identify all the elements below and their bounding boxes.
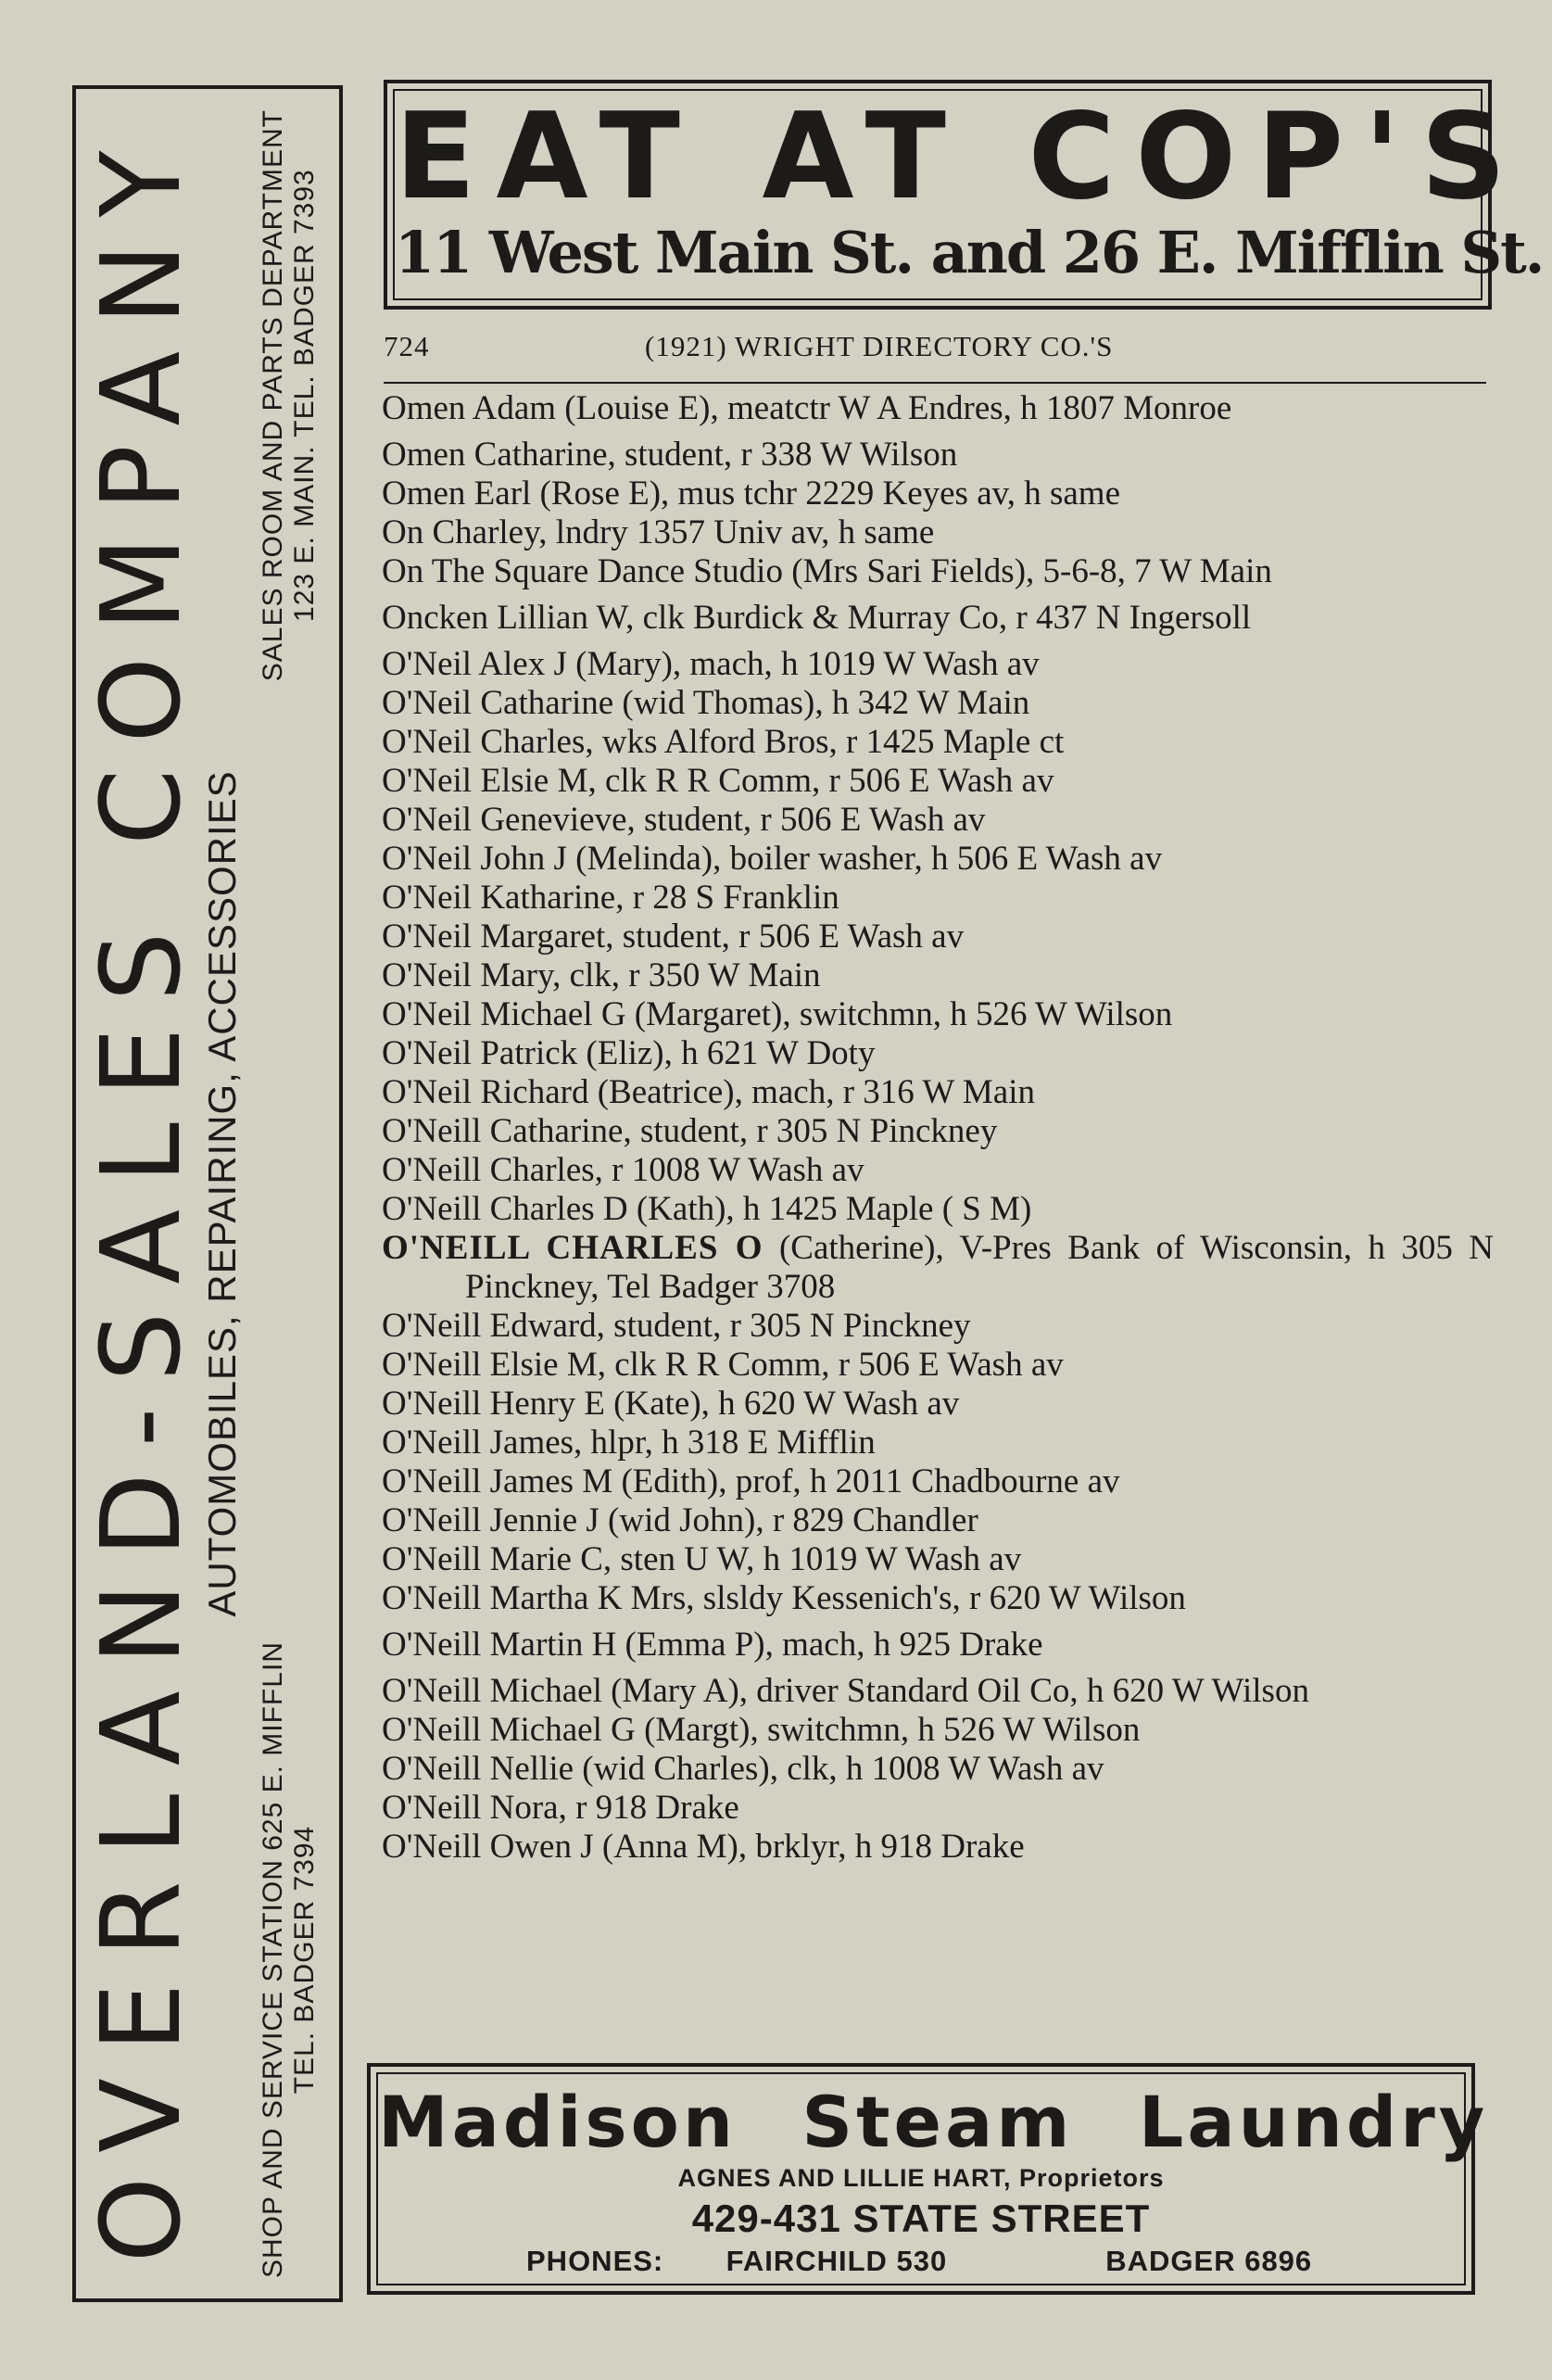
directory-entry (382, 1151, 1494, 1190)
side-ad-sales-line1: SALES ROOM AND PARTS DEPARTMENT (258, 109, 288, 682)
directory-entry-text: O'Neill Catharine, student, r 305 N Pinckney (382, 1112, 998, 1150)
directory-entry (382, 684, 1494, 723)
laundry-phone-fairchild: FAIRCHILD 530 (726, 2245, 948, 2277)
directory-entry (382, 723, 1494, 762)
directory-entry-text: O'Neill Owen J (Anna M), brklyr, h 918 Drake (382, 1828, 1025, 1866)
directory-entry-text: O'Neil Elsie M, clk R R Comm, r 506 E Wash av (382, 762, 1054, 800)
directory-entry-text: Oncken Lillian W, clk Burdick & Murray Co, r 437 N Ingersoll (382, 599, 1252, 637)
directory-entry-text: O'Neil Catharine (wid Thomas), h 342 W Main (382, 684, 1030, 722)
side-ad-sales-line2: 123 E. MAIN. TEL. BADGER 7393 (289, 169, 320, 622)
directory-entry (382, 1307, 1494, 1346)
directory-entry (382, 645, 1494, 684)
madison-steam-laundry-ad (367, 2063, 1489, 2295)
directory-entry-text: O'Neil Alex J (Mary), mach, h 1019 W Wash av (382, 645, 1040, 683)
directory-entry-text: O'Neil Katharine, r 28 S Franklin (382, 879, 839, 917)
directory-entry (382, 918, 1494, 956)
directory-title: (1921) WRIGHT DIRECTORY CO.'S (645, 330, 1114, 362)
directory-entry-text: O'Neill Henry E (Kate), h 620 W Wash av (382, 1385, 960, 1423)
directory-entry (382, 1579, 1494, 1618)
bottom-ad-inner-frame (376, 2072, 1489, 2285)
directory-entry (382, 475, 1494, 513)
directory-entry (382, 1711, 1494, 1750)
directory-entry (382, 1828, 1494, 1867)
directory-entry (382, 436, 1494, 475)
directory-entry-text: Omen Earl (Rose E), mus tchr 2229 Keyes av, h same (382, 475, 1120, 513)
directory-entry-text: O'Neill Charles D (Kath), h 1425 Maple ( S M) (382, 1190, 1032, 1228)
directory-entry-text: O'Neill Nellie (wid Charles), clk, h 1008 W Wash av (382, 1750, 1104, 1788)
directory-entry (382, 762, 1494, 801)
directory-entry-text: O'Neil Mary, clk, r 350 W Main (382, 956, 821, 994)
side-ad-shop-block (258, 1641, 321, 2278)
top-ad-inner-frame (393, 88, 1544, 300)
directory-entry (382, 995, 1494, 1034)
laundry-proprietors: AGNES AND LILLIE HART, Proprietors (677, 2164, 1165, 2192)
directory-entry-text: O'Neill James, hlpr, h 318 E Mifflin (382, 1424, 876, 1462)
directory-entry (382, 1540, 1494, 1579)
laundry-phone-badger: BADGER 6896 (1105, 2245, 1313, 2277)
directory-entry-text: O'Neill Jennie J (wid John), r 829 Chandler (382, 1501, 978, 1539)
directory-entry (382, 389, 1494, 428)
directory-entry-text: O'Neil Patrick (Eliz), h 621 W Doty (382, 1034, 876, 1072)
top-ad-headline: EAT AT COP'S (395, 88, 1527, 226)
directory-entry (382, 1190, 1494, 1229)
directory-entry-text: O'Neill James M (Edith), prof, h 2011 Chadbourne av (382, 1462, 1120, 1500)
laundry-address: 429-431 STATE STREET (691, 2196, 1151, 2240)
side-ad-sales-block (258, 109, 321, 681)
side-ad-shop-line2: TEL. BADGER 7394 (289, 1825, 320, 2095)
directory-entry (382, 1034, 1494, 1073)
running-header (384, 326, 1486, 367)
directory-entry-text: O'Neill Michael G (Margt), switchmn, h 526 W Wilson (382, 1711, 1141, 1749)
directory-entry-text: O'Neill Martin H (Emma P), mach, h 925 Drake (382, 1626, 1043, 1664)
laundry-phones-label: PHONES: (526, 2245, 664, 2277)
directory-entry (382, 1462, 1494, 1501)
directory-entry (382, 1626, 1494, 1665)
directory-entry-text: O'Neill Martha K Mrs, slsldy Kessenich's, r 620 W Wilson (382, 1579, 1186, 1617)
directory-entry-text: O'Neil John J (Melinda), boiler washer, h 506 E Wash av (382, 840, 1163, 878)
cops-restaurant-ad (384, 80, 1544, 310)
directory-entry-text: O'Neil Charles, wks Alford Bros, r 1425 Maple ct (382, 723, 1065, 761)
directory-entry (382, 1229, 1494, 1307)
directory-entry-text: Omen Adam (Louise E), meatctr W A Endres, h 1807 Monroe (382, 389, 1232, 427)
overland-sales-ad (72, 85, 343, 2302)
directory-entry (382, 1501, 1494, 1540)
directory-entry-text: Omen Catharine, student, r 338 W Wilson (382, 436, 958, 474)
side-ad-company-name: OVERLAND-SALES COMPANY (77, 124, 205, 2263)
directory-entry-bold-name: O'NEILL CHARLES O (382, 1229, 763, 1267)
directory-entry (382, 956, 1494, 995)
directory-entry (382, 1346, 1494, 1385)
directory-entry (382, 801, 1494, 840)
directory-entry-text: O'Neill Marie C, sten U W, h 1019 W Wash av (382, 1540, 1022, 1578)
directory-entry-text: O'Neill Edward, student, r 305 N Pinckney (382, 1307, 971, 1345)
directory-entry-text: O'Neil Richard (Beatrice), mach, r 316 W Main (382, 1073, 1035, 1111)
directory-entry-text: O'Neil Genevieve, student, r 506 E Wash av (382, 801, 986, 839)
header-divider (384, 382, 1486, 384)
directory-entry (382, 840, 1494, 879)
side-ad-rotated-content (76, 89, 339, 2298)
directory-entry-text: On The Square Dance Studio (Mrs Sari Fields), 5-6-8, 7 W Main (382, 552, 1272, 590)
directory-entry (382, 879, 1494, 918)
directory-entry-text: (Catherine), V-Pres Bank of Wisconsin, h 305 N Pinckney, Tel Badger 3708 (465, 1229, 1494, 1306)
laundry-phones (378, 2243, 1464, 2280)
directory-entry (382, 552, 1494, 591)
directory-entry-text: O'Neil Michael G (Margaret), switchmn, h 526 W Wilson (382, 995, 1173, 1033)
directory-entry (382, 1789, 1494, 1828)
directory-entry-text: O'Neil Margaret, student, r 506 E Wash av (382, 918, 965, 956)
side-ad-contact-row (258, 89, 321, 2298)
side-ad-shop-line1: SHOP AND SERVICE STATION 625 E. MIFFLIN (258, 1641, 288, 2278)
directory-entry (382, 1750, 1494, 1789)
top-ad-address: 11 West Main St. and 26 E. Mifflin St. (395, 219, 1544, 286)
laundry-name: Madison Steam Laundry (378, 2081, 1489, 2163)
directory-entry (382, 599, 1494, 638)
directory-entry (382, 1112, 1494, 1151)
directory-entry (382, 513, 1494, 552)
directory-entry-text: O'Neill Michael (Mary A), driver Standard Oil Co, h 620 W Wilson (382, 1672, 1309, 1710)
directory-listings (382, 389, 1494, 1867)
directory-entry (382, 1424, 1494, 1462)
directory-entry-text: O'Neill Nora, r 918 Drake (382, 1789, 739, 1827)
directory-entry-text: O'Neill Elsie M, clk R R Comm, r 506 E Wash av (382, 1346, 1064, 1384)
page-number: 724 (384, 330, 430, 362)
directory-entry (382, 1073, 1494, 1112)
directory-entry-text: On Charley, lndry 1357 Univ av, h same (382, 513, 935, 551)
directory-entry (382, 1672, 1494, 1711)
side-ad-services: AUTOMOBILES, REPAIRING, ACCESSORIES (200, 770, 244, 1617)
directory-entry (382, 1385, 1494, 1424)
directory-entry-text: O'Neill Charles, r 1008 W Wash av (382, 1151, 864, 1189)
